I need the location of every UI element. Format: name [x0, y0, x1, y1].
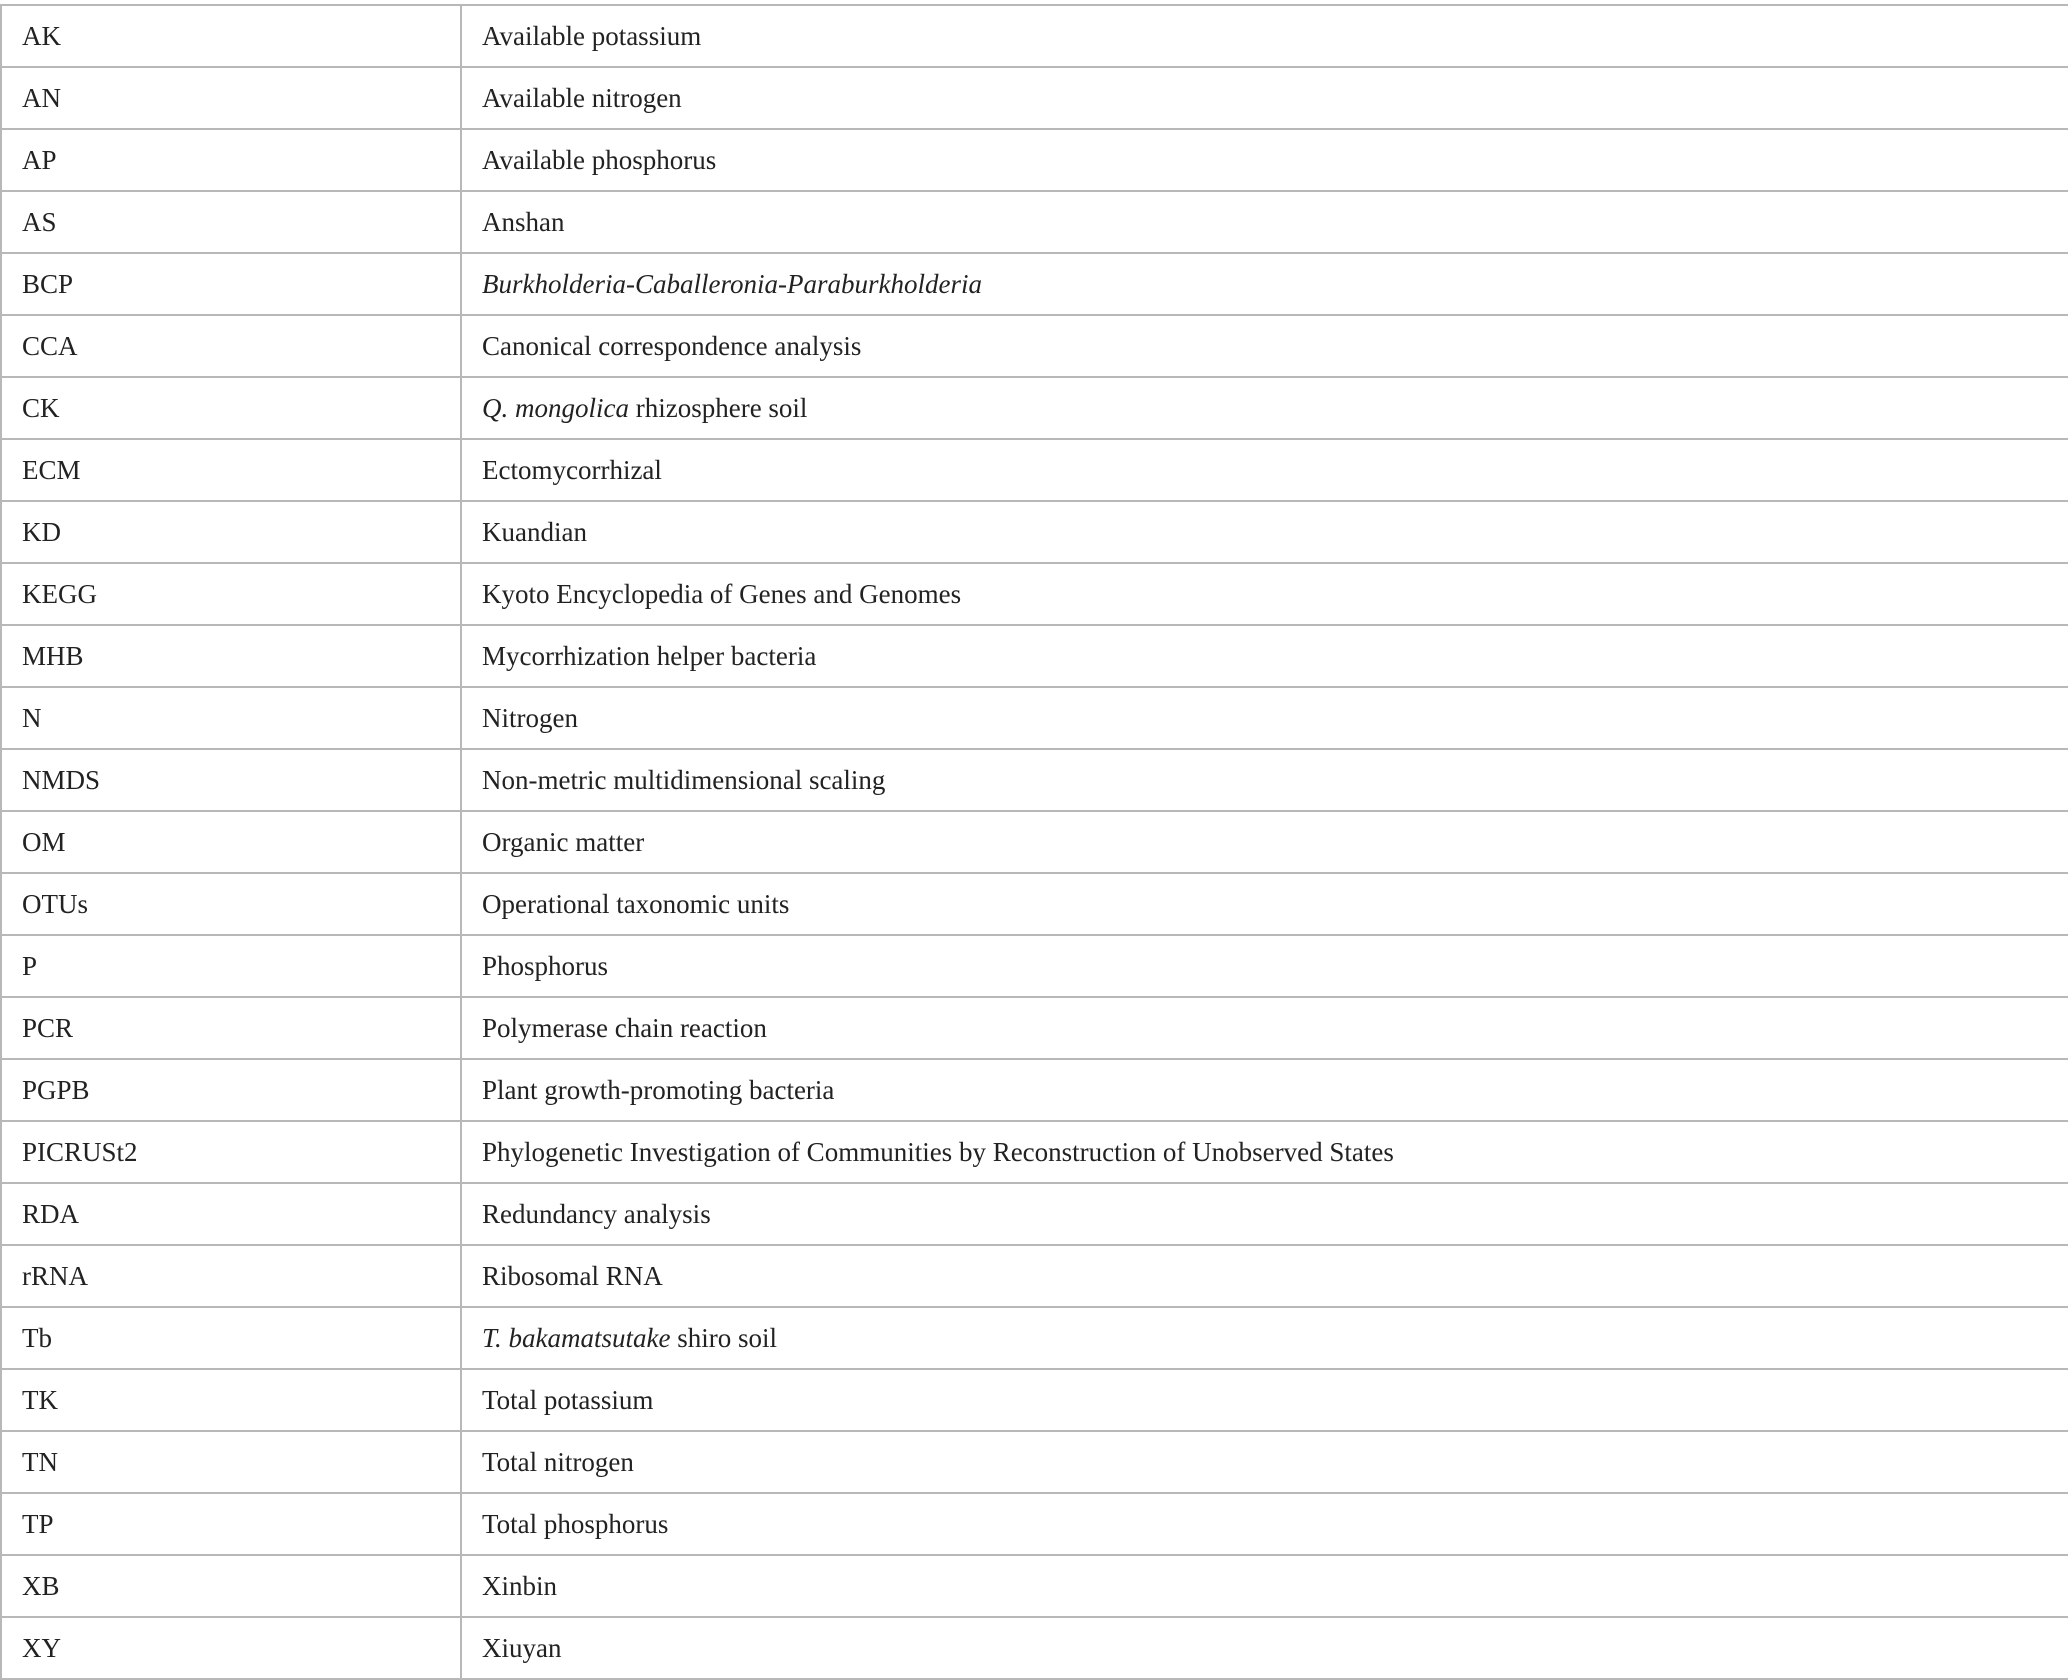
definition-italic-text: Q. mongolica [482, 392, 629, 423]
table-row [1, 1059, 2068, 1121]
definition-cell [461, 1431, 2068, 1493]
definition-cell [461, 253, 2068, 315]
definition-text: Plant growth-promoting bacteria [482, 1074, 835, 1105]
abbreviation-cell: OTUs [1, 873, 461, 935]
definition-text: Non-metric multidimensional scaling [482, 764, 886, 795]
definition-text: Nitrogen [482, 702, 578, 733]
table-row [1, 1555, 2068, 1617]
definition-cell [461, 1369, 2068, 1431]
table-row [1, 1307, 2068, 1369]
abbreviation-cell: TP [1, 1493, 461, 1555]
table-row [1, 1369, 2068, 1431]
abbreviation-cell: XB [1, 1555, 461, 1617]
abbreviations-table [0, 4, 2068, 1680]
definition-text: Canonical correspondence analysis [482, 330, 862, 361]
abbreviation-cell: PGPB [1, 1059, 461, 1121]
definition-cell [461, 129, 2068, 191]
abbreviation-cell: P [1, 935, 461, 997]
definition-cell [461, 1245, 2068, 1307]
definition-text: Total potassium [482, 1384, 654, 1415]
abbreviation-cell: KEGG [1, 563, 461, 625]
table-row [1, 1121, 2068, 1183]
definition-text: Total phosphorus [482, 1508, 669, 1539]
definition-cell [461, 1121, 2068, 1183]
abbreviation-cell: XY [1, 1617, 461, 1679]
definition-cell [461, 1059, 2068, 1121]
definition-cell [461, 191, 2068, 253]
table-row [1, 439, 2068, 501]
definition-cell [461, 501, 2068, 563]
abbreviation-cell: NMDS [1, 749, 461, 811]
definition-cell [461, 935, 2068, 997]
abbreviation-cell: PCR [1, 997, 461, 1059]
definition-text: Anshan [482, 206, 565, 237]
definition-text: Available potassium [482, 20, 702, 51]
definition-text: Phylogenetic Investigation of Communities by Reconstruction of Unobserved States [482, 1136, 1394, 1167]
definition-text: Kuandian [482, 516, 587, 547]
definition-text: Organic matter [482, 826, 645, 857]
table-row [1, 1493, 2068, 1555]
definition-cell [461, 563, 2068, 625]
abbreviation-cell: RDA [1, 1183, 461, 1245]
definition-italic-text: T. bakamatsutake [482, 1322, 671, 1353]
abbreviation-cell: AN [1, 67, 461, 129]
table-row [1, 749, 2068, 811]
table-row [1, 1245, 2068, 1307]
table-row [1, 67, 2068, 129]
table-row [1, 1431, 2068, 1493]
table-row [1, 997, 2068, 1059]
definition-cell [461, 1493, 2068, 1555]
table-row [1, 687, 2068, 749]
abbreviation-cell: ECM [1, 439, 461, 501]
table-row [1, 253, 2068, 315]
abbreviation-cell: TN [1, 1431, 461, 1493]
abbreviation-cell: TK [1, 1369, 461, 1431]
abbreviation-cell: AS [1, 191, 461, 253]
table-row [1, 1183, 2068, 1245]
abbreviation-cell: N [1, 687, 461, 749]
table-row [1, 377, 2068, 439]
table-row [1, 501, 2068, 563]
definition-cell [461, 377, 2068, 439]
abbreviation-cell: Tb [1, 1307, 461, 1369]
definition-cell [461, 5, 2068, 67]
abbreviation-cell: CK [1, 377, 461, 439]
definition-cell [461, 1555, 2068, 1617]
definition-cell [461, 873, 2068, 935]
definition-cell [461, 625, 2068, 687]
definition-cell [461, 1617, 2068, 1679]
definition-cell [461, 315, 2068, 377]
definition-cell [461, 67, 2068, 129]
abbreviation-cell: PICRUSt2 [1, 1121, 461, 1183]
abbreviation-cell: KD [1, 501, 461, 563]
abbreviation-cell: OM [1, 811, 461, 873]
table-row [1, 563, 2068, 625]
definition-text: Ectomycorrhizal [482, 454, 662, 485]
abbreviation-cell: MHB [1, 625, 461, 687]
definition-text: Polymerase chain reaction [482, 1012, 767, 1043]
definition-text: shiro soil [670, 1322, 777, 1353]
abbreviation-cell: AP [1, 129, 461, 191]
table-row [1, 129, 2068, 191]
definition-text: Available phosphorus [482, 144, 717, 175]
table-row [1, 811, 2068, 873]
definition-cell [461, 811, 2068, 873]
table-row [1, 191, 2068, 253]
definition-text: Total nitrogen [482, 1446, 634, 1477]
definition-text: Xinbin [482, 1570, 558, 1601]
table-row [1, 873, 2068, 935]
definition-text: Xiuyan [482, 1632, 562, 1663]
definition-cell [461, 749, 2068, 811]
definition-text: Phosphorus [482, 950, 609, 981]
definition-cell [461, 997, 2068, 1059]
definition-text: Kyoto Encyclopedia of Genes and Genomes [482, 578, 962, 609]
definition-text: rhizosphere soil [628, 392, 808, 423]
definition-italic-text: Burkholderia-Caballeronia-Paraburkholderia [482, 268, 982, 299]
abbreviation-cell: rRNA [1, 1245, 461, 1307]
abbreviation-cell: CCA [1, 315, 461, 377]
definition-text: Redundancy analysis [482, 1198, 711, 1229]
definition-cell [461, 1183, 2068, 1245]
definition-text: Ribosomal RNA [482, 1260, 663, 1291]
definition-text: Operational taxonomic units [482, 888, 790, 919]
definition-cell [461, 439, 2068, 501]
table-row [1, 315, 2068, 377]
table-row [1, 5, 2068, 67]
definition-cell [461, 687, 2068, 749]
definition-text: Mycorrhization helper bacteria [482, 640, 817, 671]
table-row [1, 625, 2068, 687]
abbreviation-cell: BCP [1, 253, 461, 315]
abbreviation-cell: AK [1, 5, 461, 67]
definition-cell [461, 1307, 2068, 1369]
table-row [1, 1617, 2068, 1679]
table-row [1, 935, 2068, 997]
definition-text: Available nitrogen [482, 82, 682, 113]
abbreviations-table-body [1, 5, 2068, 1679]
